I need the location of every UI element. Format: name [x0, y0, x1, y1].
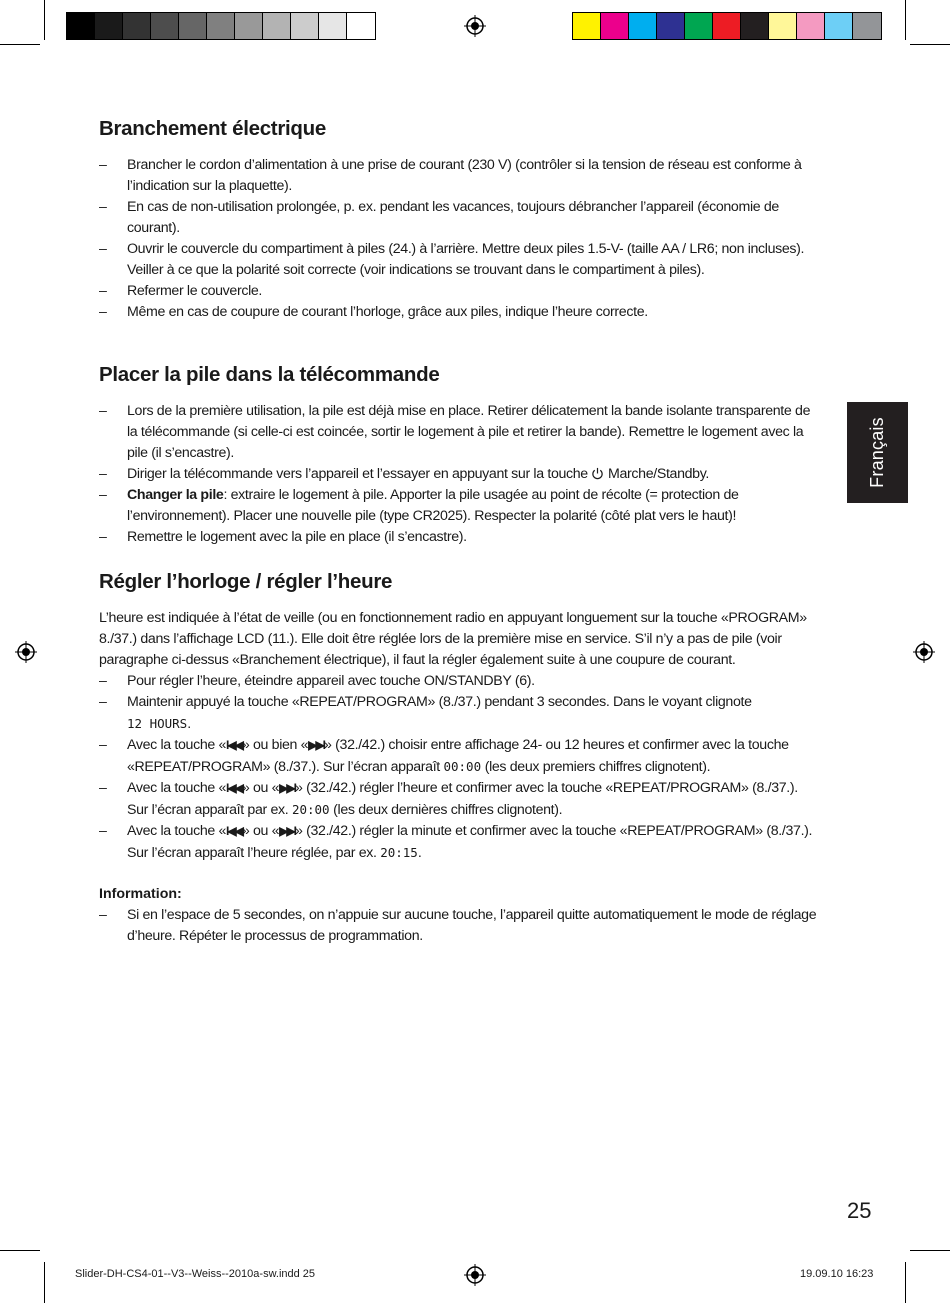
bullet-list: [99, 155, 821, 323]
list-item: – Pour régler l’heure, éteindre appareil avec touche ON/STANDBY (6).: [99, 671, 821, 692]
list-item: – En cas de non-utilisation prolongée, p. ex. pendant les vacances, toujours débrancher l’appareil (économie de courant).: [99, 197, 821, 239]
list-item: – Remettre le logement avec la pile en place (il s’encastre).: [99, 527, 821, 548]
list-item: [99, 778, 821, 821]
text: » ou «: [241, 780, 280, 796]
text: » ou «: [241, 823, 280, 839]
registration-mark-top-icon: [464, 15, 486, 37]
page-content: [99, 117, 821, 987]
color-swatch: [573, 13, 601, 39]
language-tab: [847, 402, 908, 503]
color-swatch: [825, 13, 853, 39]
color-swatch: [235, 13, 263, 39]
skip-forward-icon: ▶▶I: [308, 738, 325, 752]
crop-mark-top-left-h: [0, 44, 40, 45]
crop-mark-bottom-right-v: [905, 1262, 906, 1303]
crop-mark-bottom-left-v: [44, 1262, 45, 1303]
list-item: – Refermer le couvercle.: [99, 281, 821, 302]
list-item: – Lors de la première utilisation, la pile est déjà mise en place. Retirer délicatement la bande isolante transparente de la télécommande (si celle-ci est coincée, sortir le logement à pile et retirer la bande). Remettre le logement avec la pile (il s’encastre).: [99, 401, 821, 464]
registration-mark-bottom-icon: [464, 1264, 486, 1286]
bullet-list: [99, 671, 821, 864]
color-swatch: [853, 13, 881, 39]
skip-forward-icon: ▶▶I: [279, 781, 295, 795]
skip-back-icon: I◀◀: [226, 781, 242, 795]
bullet-list: [99, 401, 821, 548]
list-item: – Si en l’espace de 5 secondes, on n’appuie sur aucune touche, l’appareil quitte automatiquement le mode de réglage d’heure. Répéter le processus de programmation.: [99, 905, 821, 947]
lcd-text: 12 HOURS: [127, 716, 188, 731]
footer-date: 19.09.10 16:23: [800, 1268, 874, 1280]
text: .: [417, 845, 422, 861]
list-item: – Même en cas de coupure de courant l’horloge, grâce aux piles, indique l’heure correcte.: [99, 302, 821, 323]
text: Marche/Standby.: [608, 466, 709, 482]
text: » (32./42.) régler l’heure et confirmer avec la touche «REPEAT/PROGRAM» (8./37.). Sur l’écran apparaît par ex.: [127, 780, 798, 818]
color-swatch: [713, 13, 741, 39]
text: : extraire le logement à pile. Apporter la pile usagée au point de récolte (= protection de l’environnement). Placer une nouvelle pile (type CR2025). Respecter la polarité (côté plat vers le haut)!: [127, 487, 739, 524]
color-swatch: [291, 13, 319, 39]
skip-back-icon: I◀◀: [226, 738, 242, 752]
list-item: [99, 464, 821, 485]
power-icon: [591, 467, 604, 480]
registration-mark-left-icon: [15, 641, 37, 663]
color-bar: [572, 12, 882, 40]
page-number: 25: [847, 1198, 872, 1223]
section-pile: [99, 363, 821, 548]
text: (les deux dernières chiffres clignotent).: [333, 802, 563, 818]
section-title: Régler l’horloge / régler l’heure: [99, 570, 393, 593]
text: Avec la touche «: [127, 780, 227, 796]
bold-term: Changer la pile: [127, 487, 224, 503]
language-tab-label: Français: [867, 417, 887, 488]
section-branchement: [99, 117, 821, 323]
crop-mark-bottom-right-h: [910, 1250, 950, 1251]
text: » (32./42.) régler la minute et confirmer avec la touche «REPEAT/PROGRAM» (8./37.). Sur l’écran apparaît l’heure réglée, par ex.: [127, 823, 813, 861]
list-item: [99, 692, 821, 735]
bullet-list: [99, 905, 821, 947]
color-swatch: [769, 13, 797, 39]
text: » ou bien «: [241, 737, 309, 753]
list-item: [99, 735, 821, 778]
color-swatch: [123, 13, 151, 39]
lcd-text: 20:15: [380, 845, 418, 860]
section-title: Branchement électrique: [99, 117, 326, 140]
color-swatch: [263, 13, 291, 39]
color-swatch: [179, 13, 207, 39]
color-swatch: [741, 13, 769, 39]
footer-filename: Slider-DH-CS4-01--V3--Weiss--2010a-sw.indd 25: [75, 1268, 316, 1280]
crop-mark-top-right-v: [905, 0, 906, 40]
intro-paragraph: L’heure est indiquée à l’état de veille (ou en fonctionnement radio en appuyant longuement sur la touche «PROGRAM» 8./37.) dans l’affichage LCD (11.). Elle doit être réglée lors de la première mise en service. S’il n’y a pas de pile (voir paragraphe ci-dessus «Branchement électrique), il faut la régler également suite à une coupure de courant.: [99, 610, 807, 668]
crop-mark-top-left-v: [44, 0, 45, 40]
color-swatch: [629, 13, 657, 39]
text: Avec la touche «: [127, 823, 227, 839]
color-swatch: [95, 13, 123, 39]
color-swatch: [151, 13, 179, 39]
section-title: Placer la pile dans la télécommande: [99, 363, 440, 386]
list-item: – Brancher le cordon d’alimentation à une prise de courant (230 V) (contrôler si la tension de réseau est conforme à l’indication sur la plaquette).: [99, 155, 821, 197]
lcd-text: 20:00: [291, 802, 330, 817]
color-swatch: [207, 13, 235, 39]
text: Avec la touche «: [127, 737, 227, 753]
color-swatch: [797, 13, 825, 39]
skip-back-icon: I◀◀: [226, 824, 242, 838]
color-swatch: [347, 13, 375, 39]
skip-forward-icon: ▶▶I: [279, 824, 295, 838]
registration-mark-right-icon: [913, 641, 935, 663]
color-swatch: [319, 13, 347, 39]
color-swatch: [657, 13, 685, 39]
text: Diriger la télécommande vers l’appareil et l’essayer en appuyant sur la touche: [127, 466, 588, 482]
text: (les deux premiers chiffres clignotent).: [484, 759, 711, 775]
section-horloge: [99, 570, 821, 947]
list-item: [99, 485, 821, 527]
text: .: [187, 716, 191, 732]
color-swatch: [67, 13, 95, 39]
list-item: [99, 821, 821, 864]
crop-mark-bottom-left-h: [0, 1250, 40, 1251]
grayscale-bar: [66, 12, 376, 40]
color-swatch: [685, 13, 713, 39]
info-title: Information:: [99, 886, 182, 902]
text: » (32./42.) choisir entre affichage 24- ou 12 heures et confirmer avec la touche «REPEAT/PROGRAM» (8./37.). Sur l’écran apparaît: [127, 737, 789, 775]
text: Maintenir appuyé la touche «REPEAT/PROGRAM» (8./37.) pendant 3 secondes. Dans le voyant clignote: [127, 694, 752, 710]
crop-mark-top-right-h: [910, 44, 950, 45]
lcd-text: 00:00: [443, 759, 482, 774]
list-item: – Ouvrir le couvercle du compartiment à piles (24.) à l’arrière. Mettre deux piles 1.5-V- (taille AA / LR6; non incluses). Veiller à ce que la polarité soit correcte (voir indications se trouvant dans le compartiment à piles).: [99, 239, 821, 281]
color-swatch: [601, 13, 629, 39]
